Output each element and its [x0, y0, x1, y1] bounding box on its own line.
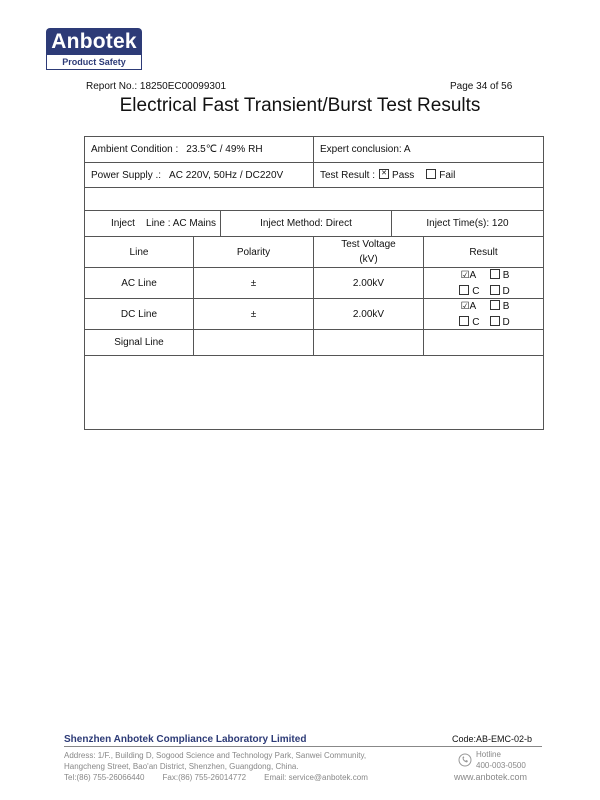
- header-line: [85, 237, 193, 267]
- header-result: [423, 237, 543, 267]
- result-c: [457, 286, 479, 297]
- result-options: [457, 301, 509, 328]
- empty-box-icon: [490, 300, 500, 310]
- pass-checkbox-icon: ✕: [379, 169, 389, 179]
- notes-area: [85, 356, 543, 429]
- power-cell: [85, 163, 313, 187]
- test-result-cell: [313, 163, 543, 187]
- row-line: Signal Line: [114, 337, 164, 348]
- checked-box-icon: ☑: [460, 300, 470, 312]
- table-header-row: [85, 237, 543, 268]
- table-row: [85, 299, 543, 330]
- phone-icon: [458, 751, 472, 769]
- dc-line-polarity: [193, 299, 313, 329]
- row-polarity: ±: [250, 308, 257, 320]
- row-polarity: ±: [250, 277, 257, 289]
- option-a: A: [469, 300, 477, 312]
- signal-line-result: [423, 330, 543, 355]
- inject-row: [85, 211, 543, 237]
- footer-email: Email: service@anbotek.com: [264, 773, 368, 782]
- header-polarity-text: Polarity: [236, 246, 271, 258]
- option-d: D: [502, 285, 510, 297]
- ac-line-name: [85, 268, 193, 298]
- option-c: C: [472, 285, 480, 297]
- signal-line-polarity: [193, 330, 313, 355]
- empty-box-icon: [459, 316, 469, 326]
- fail-label: Fail: [439, 169, 456, 181]
- empty-box-icon: [490, 285, 500, 295]
- footer-address-1: Address: 1/F., Building D, Sogood Science and Technology Park, Sanwei Community,: [64, 751, 367, 760]
- option-b: B: [502, 300, 510, 312]
- result-options: [457, 270, 509, 297]
- ambient-label: Ambient Condition :: [91, 144, 179, 155]
- footer-company: Shenzhen Anbotek Compliance Laboratory Limited: [64, 734, 307, 745]
- inject-time-text: Inject Time(s): 120: [426, 218, 509, 229]
- footer-hotline: 400-003-0500: [476, 761, 526, 770]
- signal-line-voltage: [313, 330, 423, 355]
- footer-tel: Tel:(86) 755-26066440: [64, 773, 145, 782]
- footer-hotline-label: Hotline: [476, 750, 501, 759]
- expert-conclusion: [313, 137, 543, 162]
- expert-conclusion-text: Expert conclusion: A: [320, 144, 411, 155]
- dc-line-name: [85, 299, 193, 329]
- empty-box-icon: [459, 285, 469, 295]
- inject-time: [391, 211, 543, 236]
- logo-tagline: Product Safety: [46, 55, 142, 70]
- result-b: [488, 301, 510, 312]
- inject-line-text: Inject Line : AC Mains: [111, 218, 217, 229]
- option-b: B: [502, 269, 510, 281]
- blank-row: [85, 188, 543, 211]
- test-results-table: [84, 136, 544, 430]
- footer-code: Code:AB-EMC-02-b: [452, 734, 533, 744]
- dc-line-result: [423, 299, 543, 329]
- dc-line-voltage: [313, 299, 423, 329]
- power-row: [85, 163, 543, 188]
- inject-line: [85, 211, 220, 236]
- ac-line-polarity: [193, 268, 313, 298]
- power-label: Power Supply .:: [91, 169, 162, 181]
- header-voltage-1: Test Voltage: [341, 239, 396, 250]
- row-line: AC Line: [121, 277, 157, 289]
- row-voltage: 2.00kV: [352, 277, 385, 289]
- page-number: Page 34 of 56: [450, 81, 513, 92]
- report-number: Report No.: 18250EC00099301: [86, 81, 227, 92]
- ambient-row: [85, 137, 543, 163]
- logo-brand: Anbotek: [46, 28, 142, 55]
- footer-contacts: [64, 773, 368, 782]
- footer-website: www.anbotek.com: [454, 772, 528, 782]
- inject-method-text: Inject Method: Direct: [260, 218, 352, 229]
- footer-divider: [64, 746, 542, 747]
- inject-method: [220, 211, 391, 236]
- checked-box-icon: ☑: [460, 269, 470, 281]
- table-row: [85, 268, 543, 299]
- pass-label: Pass: [392, 169, 415, 181]
- ambient-value: 23.5℃ / 49% RH: [186, 144, 263, 155]
- ac-line-voltage: [313, 268, 423, 298]
- table-row: [85, 330, 543, 356]
- header-voltage-2: (kV): [359, 254, 378, 265]
- power-value: AC 220V, 50Hz / DC220V: [169, 169, 284, 181]
- anbotek-logo: [46, 28, 142, 70]
- fail-checkbox-icon: [426, 169, 436, 179]
- header-voltage: [313, 237, 423, 267]
- test-result-label: Test Result :: [320, 169, 376, 181]
- result-a-checked: [457, 270, 479, 281]
- row-voltage: 2.00kV: [352, 308, 385, 320]
- option-d: D: [502, 316, 510, 328]
- footer-address-2: Hangcheng Street, Bao'an District, Shenzhen, Guangdong, China.: [64, 762, 299, 771]
- signal-line-name: [85, 330, 193, 355]
- empty-box-icon: [490, 316, 500, 326]
- ambient-cell: [85, 137, 313, 162]
- header-result-text: Result: [469, 246, 498, 258]
- result-d: [488, 317, 510, 328]
- result-b: [488, 270, 510, 281]
- result-a-checked: [457, 301, 479, 312]
- result-c: [457, 317, 479, 328]
- header-polarity: [193, 237, 313, 267]
- header-line-text: Line: [129, 246, 149, 258]
- row-line: DC Line: [120, 308, 158, 320]
- page-title: Electrical Fast Transient/Burst Test Results: [119, 95, 481, 116]
- empty-box-icon: [490, 269, 500, 279]
- ac-line-result: [423, 268, 543, 298]
- footer-fax: Fax:(86) 755-26014772: [162, 773, 247, 782]
- option-a: A: [469, 269, 477, 281]
- option-c: C: [472, 316, 480, 328]
- result-d: [488, 286, 510, 297]
